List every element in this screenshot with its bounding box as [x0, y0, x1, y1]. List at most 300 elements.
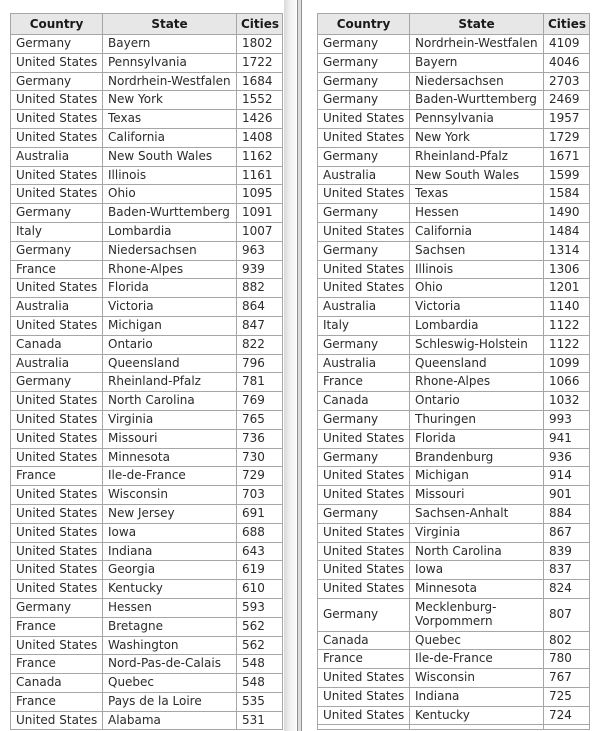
state-cell: Queensland	[410, 354, 544, 373]
state-cell: Baden-Wurttemberg	[410, 91, 544, 110]
table-row	[318, 147, 590, 166]
cities-cell: 884	[544, 504, 590, 523]
state-cell: Kentucky	[103, 580, 237, 599]
state-cell: Nord-Pas-de-Calais	[103, 655, 237, 674]
state-cell: Missouri	[410, 486, 544, 505]
country-cell: United States	[318, 561, 410, 580]
right-table-panel	[317, 13, 600, 730]
state-cell: New York	[410, 128, 544, 147]
country-cell: United States	[318, 669, 410, 688]
table-row	[318, 598, 590, 631]
state-cell: Minnesota	[103, 448, 237, 467]
table-row	[318, 687, 590, 706]
state-cell: Ontario	[410, 392, 544, 411]
header-row	[318, 14, 590, 35]
country-cell: United States	[11, 580, 103, 599]
state-cell: Ile-de-France	[410, 650, 544, 669]
cities-cell: 781	[237, 373, 283, 392]
state-cell: New Jersey	[103, 504, 237, 523]
table-row	[11, 448, 283, 467]
table-row	[318, 298, 590, 317]
state-cell: Nordrhein-Westfalen	[410, 35, 544, 54]
country-cell: Germany	[11, 373, 103, 392]
table-row	[318, 222, 590, 241]
table-row	[318, 91, 590, 110]
cities-cell: 1314	[544, 241, 590, 260]
cities-cell: 1032	[544, 392, 590, 411]
state-cell: Thuringen	[410, 410, 544, 429]
table-row	[11, 467, 283, 486]
state-cell: Minnesota	[410, 580, 544, 599]
state-cell: Hessen	[410, 204, 544, 223]
cities-cell: 914	[544, 467, 590, 486]
cities-cell: 729	[237, 467, 283, 486]
cities-cell: 1122	[544, 316, 590, 335]
cities-cell: 1584	[544, 185, 590, 204]
state-cell: Kentucky	[410, 706, 544, 725]
cities-cell: 1599	[544, 166, 590, 185]
table-row	[11, 335, 283, 354]
country-cell: Canada	[318, 631, 410, 650]
cities-cell: 941	[544, 429, 590, 448]
left-table-panel	[10, 13, 286, 730]
cities-cell: 562	[237, 636, 283, 655]
cities-cell: 807	[544, 598, 590, 631]
country-cell	[318, 725, 410, 730]
scrollbar-track[interactable]	[284, 0, 296, 731]
table-row	[11, 354, 283, 373]
cities-cell: 1729	[544, 128, 590, 147]
country-cell: Canada	[11, 674, 103, 693]
country-cell: Australia	[11, 147, 103, 166]
cities-cell: 4046	[544, 53, 590, 72]
country-cell: United States	[318, 128, 410, 147]
country-cell: United States	[318, 185, 410, 204]
state-cell: Lombardia	[103, 222, 237, 241]
state-cell: Michigan	[410, 467, 544, 486]
column-header: State	[103, 14, 237, 35]
state-cell: Lombardia	[410, 316, 544, 335]
state-cell: Ontario	[103, 335, 237, 354]
column-header: State	[410, 14, 544, 35]
cities-cell: 691	[237, 504, 283, 523]
cities-cell: 765	[237, 410, 283, 429]
cities-cell: 1426	[237, 110, 283, 129]
country-cell: Germany	[318, 241, 410, 260]
cities-cell: 730	[237, 448, 283, 467]
country-cell: Germany	[11, 241, 103, 260]
country-cell: United States	[11, 316, 103, 335]
cities-cell: 939	[237, 260, 283, 279]
cities-cell: 1722	[237, 53, 283, 72]
table-row	[318, 35, 590, 54]
state-cell: Victoria	[410, 298, 544, 317]
cities-by-state-table-right	[317, 13, 590, 730]
cities-cell: 593	[237, 598, 283, 617]
cities-cell: 767	[544, 669, 590, 688]
state-cell: Mecklenburg-Vorpommern	[410, 598, 544, 631]
country-cell: Germany	[318, 72, 410, 91]
country-cell: United States	[318, 580, 410, 599]
cities-cell: 963	[237, 241, 283, 260]
cities-cell: 4109	[544, 35, 590, 54]
state-cell: Bretagne	[103, 617, 237, 636]
cities-cell: 1552	[237, 91, 283, 110]
table-row	[318, 53, 590, 72]
state-cell: Rheinland-Pfalz	[103, 373, 237, 392]
state-cell: Baden-Wurttemberg	[103, 204, 237, 223]
cities-cell: 1201	[544, 279, 590, 298]
state-cell: Quebec	[410, 631, 544, 650]
state-cell: Rheinland-Pfalz	[410, 147, 544, 166]
country-cell: United States	[318, 706, 410, 725]
column-header: Cities	[544, 14, 590, 35]
cities-cell: 822	[237, 335, 283, 354]
country-cell: Canada	[318, 392, 410, 411]
state-cell: California	[103, 128, 237, 147]
table-row	[11, 542, 283, 561]
cities-cell: 867	[544, 523, 590, 542]
country-cell: United States	[11, 392, 103, 411]
table-row	[11, 711, 283, 730]
table-row	[318, 650, 590, 669]
table-row	[318, 706, 590, 725]
table-row	[11, 504, 283, 523]
cities-cell: 1490	[544, 204, 590, 223]
country-cell: Germany	[11, 35, 103, 54]
table-row	[318, 410, 590, 429]
country-cell: United States	[11, 486, 103, 505]
country-cell: United States	[11, 166, 103, 185]
table-row	[11, 561, 283, 580]
table-row	[11, 410, 283, 429]
table-row	[11, 486, 283, 505]
country-cell: Germany	[318, 204, 410, 223]
state-cell: Bayern	[103, 35, 237, 54]
state-cell: Florida	[410, 429, 544, 448]
cities-cell: 839	[544, 542, 590, 561]
scrollbar-thumb[interactable]	[297, 0, 302, 731]
cities-cell: 1091	[237, 204, 283, 223]
table-row	[318, 523, 590, 542]
state-cell: Ile-de-France	[103, 467, 237, 486]
state-cell: North Carolina	[103, 392, 237, 411]
state-cell: Wisconsin	[103, 486, 237, 505]
state-cell: Hessen	[103, 598, 237, 617]
country-cell: France	[11, 655, 103, 674]
table-row	[11, 110, 283, 129]
table-row	[318, 504, 590, 523]
country-cell: United States	[11, 410, 103, 429]
state-cell: Sachsen-Anhalt	[410, 504, 544, 523]
country-cell: Germany	[318, 598, 410, 631]
table-row	[11, 185, 283, 204]
table-row	[318, 429, 590, 448]
state-cell: Texas	[103, 110, 237, 129]
cities-cell: 1066	[544, 373, 590, 392]
country-cell: Germany	[318, 410, 410, 429]
table-row	[11, 166, 283, 185]
country-cell: France	[318, 373, 410, 392]
country-cell: United States	[11, 504, 103, 523]
table-row	[318, 392, 590, 411]
table-row	[11, 222, 283, 241]
table-row	[318, 542, 590, 561]
state-cell: Niedersachsen	[410, 72, 544, 91]
cities-cell: 548	[237, 674, 283, 693]
table-row	[318, 128, 590, 147]
state-cell: Pennsylvania	[410, 110, 544, 129]
country-cell: United States	[318, 429, 410, 448]
state-cell: Pennsylvania	[103, 53, 237, 72]
cities-cell: 1802	[237, 35, 283, 54]
table-row	[318, 316, 590, 335]
state-cell: Queensland	[103, 354, 237, 373]
cities-cell: 1007	[237, 222, 283, 241]
country-cell: United States	[11, 711, 103, 730]
table-row	[318, 725, 590, 730]
table-row	[11, 429, 283, 448]
table-row	[318, 110, 590, 129]
country-cell: United States	[318, 687, 410, 706]
state-cell: Bayern	[410, 53, 544, 72]
cities-cell: 1099	[544, 354, 590, 373]
state-cell: Virginia	[103, 410, 237, 429]
cities-cell: 824	[544, 580, 590, 599]
state-cell: Georgia	[103, 561, 237, 580]
cities-cell: 1671	[544, 147, 590, 166]
cities-cell: 864	[237, 298, 283, 317]
country-cell: Germany	[318, 335, 410, 354]
table-row	[318, 580, 590, 599]
country-cell: United States	[318, 222, 410, 241]
cities-cell: 1162	[237, 147, 283, 166]
table-row	[11, 128, 283, 147]
table-row	[11, 392, 283, 411]
country-cell: Australia	[11, 298, 103, 317]
state-cell: Alabama	[103, 711, 237, 730]
cities-by-state-table-left	[10, 13, 283, 730]
table-row	[11, 655, 283, 674]
table-row	[11, 373, 283, 392]
cities-cell: 548	[237, 655, 283, 674]
table-row	[11, 53, 283, 72]
state-cell: Iowa	[103, 523, 237, 542]
state-cell: Schleswig-Holstein	[410, 335, 544, 354]
state-cell: Pays de la Loire	[103, 692, 237, 711]
cities-cell: 1140	[544, 298, 590, 317]
table-row	[11, 298, 283, 317]
country-cell: United States	[11, 53, 103, 72]
cities-cell: 724	[544, 706, 590, 725]
country-cell: United States	[318, 260, 410, 279]
table-row	[11, 260, 283, 279]
state-cell: Rhone-Alpes	[103, 260, 237, 279]
state-cell: Niedersachsen	[103, 241, 237, 260]
state-cell: Washington	[103, 636, 237, 655]
table-row	[318, 260, 590, 279]
cities-cell: 796	[237, 354, 283, 373]
cities-cell: 1957	[544, 110, 590, 129]
state-cell: New South Wales	[410, 166, 544, 185]
cities-cell: 1306	[544, 260, 590, 279]
country-cell: United States	[11, 448, 103, 467]
cities-cell: 901	[544, 486, 590, 505]
state-cell: Indiana	[410, 687, 544, 706]
table-row	[11, 674, 283, 693]
country-cell: Italy	[318, 316, 410, 335]
header-row	[11, 14, 283, 35]
state-cell: New South Wales	[103, 147, 237, 166]
state-cell: Illinois	[103, 166, 237, 185]
cities-cell: 837	[544, 561, 590, 580]
country-cell: United States	[318, 110, 410, 129]
cities-cell: 688	[237, 523, 283, 542]
state-cell: Iowa	[410, 561, 544, 580]
country-cell: United States	[11, 636, 103, 655]
table-row	[11, 598, 283, 617]
country-cell: United States	[11, 429, 103, 448]
table-row	[11, 279, 283, 298]
cities-cell: 882	[237, 279, 283, 298]
country-cell: Germany	[318, 53, 410, 72]
country-cell: United States	[318, 467, 410, 486]
table-row	[11, 147, 283, 166]
cities-cell: 847	[237, 316, 283, 335]
cities-cell: 535	[237, 692, 283, 711]
table-row	[318, 241, 590, 260]
cities-cell: 936	[544, 448, 590, 467]
cities-cell: 2703	[544, 72, 590, 91]
table-row	[11, 523, 283, 542]
cities-cell: 769	[237, 392, 283, 411]
table-row	[318, 669, 590, 688]
country-cell: Australia	[318, 298, 410, 317]
cities-cell: 1122	[544, 335, 590, 354]
country-cell: Australia	[318, 166, 410, 185]
column-header: Country	[11, 14, 103, 35]
table-row	[318, 561, 590, 580]
state-cell: Texas	[410, 185, 544, 204]
cities-cell: 736	[237, 429, 283, 448]
cities-cell: 802	[544, 631, 590, 650]
country-cell: Germany	[318, 35, 410, 54]
state-cell: Brandenburg	[410, 448, 544, 467]
country-cell: United States	[11, 561, 103, 580]
state-cell: Indiana	[103, 542, 237, 561]
state-cell: Victoria	[103, 298, 237, 317]
cities-cell: 1484	[544, 222, 590, 241]
country-cell: United States	[11, 542, 103, 561]
state-cell: Quebec	[103, 674, 237, 693]
cities-cell: 2469	[544, 91, 590, 110]
country-cell: United States	[318, 279, 410, 298]
state-cell: Florida	[103, 279, 237, 298]
state-cell: Illinois	[410, 260, 544, 279]
country-cell: Germany	[318, 147, 410, 166]
cities-cell: 1161	[237, 166, 283, 185]
table-row	[318, 72, 590, 91]
table-row	[318, 448, 590, 467]
country-cell: France	[11, 617, 103, 636]
table-row	[318, 166, 590, 185]
cities-cell: 1684	[237, 72, 283, 91]
cities-cell: 610	[237, 580, 283, 599]
table-row	[318, 354, 590, 373]
table-row	[318, 631, 590, 650]
table-row	[11, 692, 283, 711]
country-cell: Canada	[11, 335, 103, 354]
table-row	[11, 316, 283, 335]
country-cell: Germany	[11, 204, 103, 223]
column-header: Country	[318, 14, 410, 35]
country-cell: Germany	[318, 504, 410, 523]
cities-cell	[544, 725, 590, 730]
cities-cell: 1408	[237, 128, 283, 147]
country-cell: United States	[318, 486, 410, 505]
cities-cell: 531	[237, 711, 283, 730]
country-cell: United States	[11, 91, 103, 110]
table-row	[11, 636, 283, 655]
cities-cell: 703	[237, 486, 283, 505]
country-cell: United States	[318, 542, 410, 561]
country-cell: United States	[11, 185, 103, 204]
country-cell: Australia	[11, 354, 103, 373]
country-cell: Germany	[11, 72, 103, 91]
table-row	[318, 335, 590, 354]
table-row	[11, 617, 283, 636]
country-cell: United States	[11, 523, 103, 542]
state-cell: North Carolina	[410, 542, 544, 561]
state-cell: Ohio	[410, 279, 544, 298]
state-cell	[410, 725, 544, 730]
state-cell: Nordrhein-Westfalen	[103, 72, 237, 91]
table-row	[11, 204, 283, 223]
cities-cell: 1095	[237, 185, 283, 204]
state-cell: Ohio	[103, 185, 237, 204]
state-cell: Rhone-Alpes	[410, 373, 544, 392]
table-row	[318, 467, 590, 486]
state-cell: California	[410, 222, 544, 241]
cities-cell: 643	[237, 542, 283, 561]
country-cell: Italy	[11, 222, 103, 241]
cities-cell: 993	[544, 410, 590, 429]
vertical-scrollbar[interactable]	[284, 0, 303, 731]
column-header: Cities	[237, 14, 283, 35]
country-cell: France	[11, 260, 103, 279]
country-cell: Germany	[318, 448, 410, 467]
table-row	[11, 35, 283, 54]
country-cell: United States	[11, 128, 103, 147]
cities-cell: 562	[237, 617, 283, 636]
state-cell: Sachsen	[410, 241, 544, 260]
country-cell: Australia	[318, 354, 410, 373]
table-row	[318, 373, 590, 392]
cities-cell: 725	[544, 687, 590, 706]
table-row	[318, 486, 590, 505]
state-cell: Wisconsin	[410, 669, 544, 688]
table-row	[318, 279, 590, 298]
table-row	[11, 91, 283, 110]
country-cell: United States	[11, 279, 103, 298]
country-cell: France	[11, 692, 103, 711]
country-cell: Germany	[11, 598, 103, 617]
state-cell: Virginia	[410, 523, 544, 542]
country-cell: United States	[318, 523, 410, 542]
cities-cell: 619	[237, 561, 283, 580]
table-row	[318, 185, 590, 204]
table-row	[11, 241, 283, 260]
